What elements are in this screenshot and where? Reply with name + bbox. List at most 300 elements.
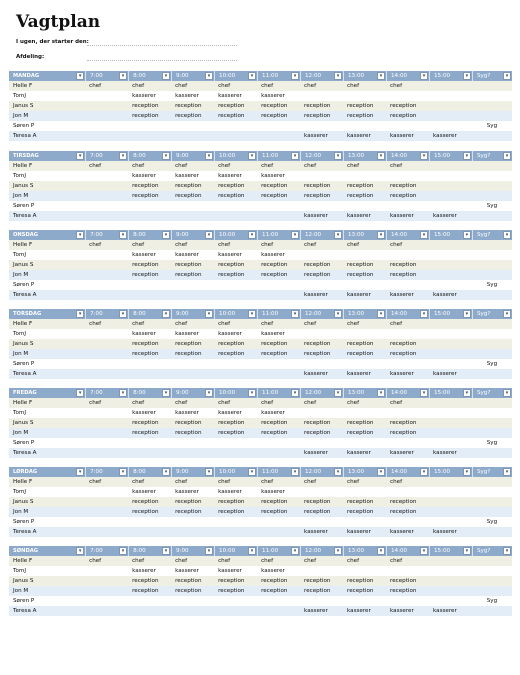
- shift-cell[interactable]: [85, 596, 128, 606]
- shift-cell[interactable]: [85, 359, 128, 369]
- time-column-header[interactable]: [429, 467, 472, 477]
- employee-name-cell[interactable]: Jon M: [13, 272, 29, 278]
- shift-cell[interactable]: chef: [132, 558, 145, 564]
- syg-column-header[interactable]: [472, 546, 512, 556]
- shift-cell[interactable]: chef: [175, 479, 188, 485]
- shift-cell[interactable]: kasserer: [218, 410, 242, 416]
- shift-cell[interactable]: kasserer: [304, 292, 328, 298]
- sick-cell[interactable]: [472, 191, 512, 201]
- filter-dropdown-icon[interactable]: ▾: [420, 231, 428, 239]
- shift-cell[interactable]: [343, 596, 386, 606]
- shift-cell[interactable]: [429, 507, 472, 517]
- shift-cell[interactable]: kasserer: [261, 410, 285, 416]
- shift-cell[interactable]: [429, 260, 472, 270]
- shift-cell[interactable]: kasserer: [433, 529, 457, 535]
- day-header[interactable]: [9, 388, 85, 398]
- time-column-header[interactable]: [214, 151, 257, 161]
- filter-dropdown-icon[interactable]: ▾: [334, 547, 342, 555]
- shift-cell[interactable]: [429, 111, 472, 121]
- filter-dropdown-icon[interactable]: ▾: [463, 72, 471, 80]
- employee-name-cell[interactable]: Helle F: [13, 479, 33, 485]
- time-column-header[interactable]: [214, 467, 257, 477]
- employee-name-cell[interactable]: Jon M: [13, 113, 29, 119]
- shift-cell[interactable]: kasserer: [304, 371, 328, 377]
- shift-cell[interactable]: [85, 201, 128, 211]
- time-column-header[interactable]: [300, 151, 343, 161]
- time-column-header[interactable]: [128, 467, 171, 477]
- shift-cell[interactable]: reception: [390, 103, 417, 109]
- shift-cell[interactable]: [214, 517, 257, 527]
- shift-cell[interactable]: reception: [175, 509, 202, 515]
- shift-cell[interactable]: chef: [89, 163, 102, 169]
- time-column-header[interactable]: [171, 546, 214, 556]
- shift-cell[interactable]: [429, 280, 472, 290]
- shift-cell[interactable]: reception: [390, 588, 417, 594]
- shift-cell[interactable]: reception: [304, 341, 331, 347]
- shift-cell[interactable]: [85, 369, 128, 379]
- shift-cell[interactable]: chef: [347, 400, 360, 406]
- shift-cell[interactable]: [429, 477, 472, 487]
- filter-dropdown-icon[interactable]: ▾: [334, 152, 342, 160]
- time-column-header[interactable]: [300, 230, 343, 240]
- shift-cell[interactable]: chef: [390, 83, 403, 89]
- filter-dropdown-icon[interactable]: ▾: [377, 231, 385, 239]
- sick-cell[interactable]: [472, 448, 512, 458]
- employee-name-cell[interactable]: Jon M: [13, 509, 29, 515]
- shift-cell[interactable]: chef: [132, 163, 145, 169]
- shift-cell[interactable]: kasserer: [390, 213, 414, 219]
- shift-cell[interactable]: reception: [304, 113, 331, 119]
- shift-cell[interactable]: reception: [261, 578, 288, 584]
- shift-cell[interactable]: chef: [218, 479, 231, 485]
- filter-dropdown-icon[interactable]: ▾: [420, 389, 428, 397]
- shift-cell[interactable]: [257, 290, 300, 300]
- shift-cell[interactable]: kasserer: [132, 410, 156, 416]
- shift-cell[interactable]: reception: [218, 272, 245, 278]
- shift-cell[interactable]: reception: [132, 420, 159, 426]
- shift-cell[interactable]: [128, 438, 171, 448]
- shift-cell[interactable]: [85, 566, 128, 576]
- employee-name-cell[interactable]: Teresa A: [13, 450, 37, 456]
- shift-cell[interactable]: [386, 329, 429, 339]
- shift-cell[interactable]: [214, 527, 257, 537]
- shift-cell[interactable]: kasserer: [132, 252, 156, 258]
- shift-cell[interactable]: [300, 408, 343, 418]
- filter-dropdown-icon[interactable]: ▾: [205, 468, 213, 476]
- shift-cell[interactable]: reception: [347, 351, 374, 357]
- shift-cell[interactable]: [386, 517, 429, 527]
- time-column-header[interactable]: [257, 151, 300, 161]
- shift-cell[interactable]: reception: [390, 272, 417, 278]
- shift-cell[interactable]: [429, 566, 472, 576]
- filter-dropdown-icon[interactable]: ▾: [334, 389, 342, 397]
- syg-column-header[interactable]: [472, 151, 512, 161]
- shift-cell[interactable]: [171, 606, 214, 616]
- shift-cell[interactable]: [429, 359, 472, 369]
- shift-cell[interactable]: kasserer: [175, 93, 199, 99]
- time-column-header[interactable]: [257, 230, 300, 240]
- shift-cell[interactable]: [257, 606, 300, 616]
- time-column-header[interactable]: [386, 230, 429, 240]
- shift-cell[interactable]: [171, 201, 214, 211]
- shift-cell[interactable]: reception: [304, 499, 331, 505]
- time-column-header[interactable]: [429, 309, 472, 319]
- shift-cell[interactable]: reception: [218, 430, 245, 436]
- shift-cell[interactable]: [128, 527, 171, 537]
- shift-cell[interactable]: [85, 280, 128, 290]
- time-column-header[interactable]: [429, 230, 472, 240]
- time-column-header[interactable]: [171, 467, 214, 477]
- filter-dropdown-icon[interactable]: ▾: [119, 547, 127, 555]
- shift-cell[interactable]: chef: [390, 321, 403, 327]
- filter-dropdown-icon[interactable]: ▾: [205, 310, 213, 318]
- shift-cell[interactable]: kasserer: [347, 608, 371, 614]
- shift-cell[interactable]: reception: [347, 193, 374, 199]
- shift-cell[interactable]: kasserer: [175, 331, 199, 337]
- shift-cell[interactable]: kasserer: [347, 529, 371, 535]
- shift-cell[interactable]: chef: [89, 400, 102, 406]
- shift-cell[interactable]: reception: [132, 499, 159, 505]
- filter-dropdown-icon[interactable]: ▾: [76, 231, 84, 239]
- filter-dropdown-icon[interactable]: ▾: [162, 389, 170, 397]
- shift-cell[interactable]: reception: [218, 499, 245, 505]
- shift-cell[interactable]: reception: [304, 262, 331, 268]
- employee-name-cell[interactable]: Søren P: [13, 519, 35, 525]
- filter-dropdown-icon[interactable]: ▾: [291, 389, 299, 397]
- shift-cell[interactable]: chef: [347, 558, 360, 564]
- shift-cell[interactable]: [429, 438, 472, 448]
- shift-cell[interactable]: chef: [89, 242, 102, 248]
- sick-cell[interactable]: [472, 487, 512, 497]
- filter-dropdown-icon[interactable]: ▾: [503, 72, 511, 80]
- shift-cell[interactable]: kasserer: [218, 489, 242, 495]
- shift-cell[interactable]: [429, 398, 472, 408]
- time-column-header[interactable]: [429, 388, 472, 398]
- sick-cell[interactable]: [472, 161, 512, 171]
- shift-cell[interactable]: [214, 606, 257, 616]
- shift-cell[interactable]: chef: [132, 242, 145, 248]
- employee-name-cell[interactable]: Søren P: [13, 203, 35, 209]
- shift-cell[interactable]: [386, 121, 429, 131]
- shift-cell[interactable]: [128, 596, 171, 606]
- filter-dropdown-icon[interactable]: ▾: [119, 152, 127, 160]
- sick-cell[interactable]: [472, 507, 512, 517]
- shift-cell[interactable]: kasserer: [347, 450, 371, 456]
- week-start-field[interactable]: [87, 45, 237, 46]
- filter-dropdown-icon[interactable]: ▾: [291, 310, 299, 318]
- sick-cell[interactable]: [472, 566, 512, 576]
- shift-cell[interactable]: reception: [218, 193, 245, 199]
- shift-cell[interactable]: [257, 517, 300, 527]
- shift-cell[interactable]: [343, 566, 386, 576]
- shift-cell[interactable]: reception: [175, 103, 202, 109]
- filter-dropdown-icon[interactable]: ▾: [503, 152, 511, 160]
- sick-cell[interactable]: [472, 171, 512, 181]
- employee-name-cell[interactable]: TomJ: [13, 252, 26, 258]
- shift-cell[interactable]: [343, 121, 386, 131]
- shift-cell[interactable]: [386, 201, 429, 211]
- shift-cell[interactable]: [85, 438, 128, 448]
- employee-name-cell[interactable]: TomJ: [13, 568, 26, 574]
- time-column-header[interactable]: [128, 230, 171, 240]
- shift-cell[interactable]: chef: [261, 83, 274, 89]
- shift-cell[interactable]: reception: [390, 420, 417, 426]
- filter-dropdown-icon[interactable]: ▾: [162, 310, 170, 318]
- syg-column-header[interactable]: [472, 467, 512, 477]
- shift-cell[interactable]: reception: [390, 509, 417, 515]
- shift-cell[interactable]: chef: [304, 242, 317, 248]
- shift-cell[interactable]: [343, 91, 386, 101]
- shift-cell[interactable]: [429, 586, 472, 596]
- shift-cell[interactable]: reception: [218, 341, 245, 347]
- time-column-header[interactable]: [128, 151, 171, 161]
- employee-name-cell[interactable]: Helle F: [13, 242, 33, 248]
- shift-cell[interactable]: [429, 161, 472, 171]
- shift-cell[interactable]: kasserer: [433, 371, 457, 377]
- filter-dropdown-icon[interactable]: ▾: [334, 468, 342, 476]
- time-column-header[interactable]: [85, 151, 128, 161]
- sick-cell[interactable]: [472, 131, 512, 141]
- shift-cell[interactable]: reception: [347, 430, 374, 436]
- filter-dropdown-icon[interactable]: ▾: [76, 310, 84, 318]
- shift-cell[interactable]: reception: [175, 578, 202, 584]
- time-column-header[interactable]: [214, 309, 257, 319]
- shift-cell[interactable]: [171, 280, 214, 290]
- shift-cell[interactable]: reception: [175, 351, 202, 357]
- shift-cell[interactable]: reception: [390, 341, 417, 347]
- filter-dropdown-icon[interactable]: ▾: [162, 72, 170, 80]
- filter-dropdown-icon[interactable]: ▾: [248, 152, 256, 160]
- shift-cell[interactable]: kasserer: [261, 173, 285, 179]
- shift-cell[interactable]: kasserer: [218, 93, 242, 99]
- shift-cell[interactable]: kasserer: [433, 450, 457, 456]
- sick-cell[interactable]: [472, 81, 512, 91]
- shift-cell[interactable]: kasserer: [175, 489, 199, 495]
- employee-name-cell[interactable]: Søren P: [13, 123, 35, 129]
- shift-cell[interactable]: kasserer: [218, 568, 242, 574]
- shift-cell[interactable]: [171, 131, 214, 141]
- shift-cell[interactable]: [85, 329, 128, 339]
- shift-cell[interactable]: kasserer: [304, 529, 328, 535]
- employee-name-cell[interactable]: Søren P: [13, 282, 35, 288]
- shift-cell[interactable]: kasserer: [218, 173, 242, 179]
- shift-cell[interactable]: [300, 596, 343, 606]
- employee-name-cell[interactable]: Jon M: [13, 588, 29, 594]
- shift-cell[interactable]: kasserer: [347, 213, 371, 219]
- filter-dropdown-icon[interactable]: ▾: [291, 547, 299, 555]
- employee-name-cell[interactable]: Teresa A: [13, 213, 37, 219]
- shift-cell[interactable]: reception: [261, 272, 288, 278]
- shift-cell[interactable]: [85, 606, 128, 616]
- shift-cell[interactable]: kasserer: [132, 173, 156, 179]
- time-column-header[interactable]: [171, 309, 214, 319]
- shift-cell[interactable]: chef: [175, 321, 188, 327]
- sick-cell[interactable]: [472, 408, 512, 418]
- shift-cell[interactable]: [85, 290, 128, 300]
- shift-cell[interactable]: chef: [261, 479, 274, 485]
- filter-dropdown-icon[interactable]: ▾: [205, 72, 213, 80]
- shift-cell[interactable]: [214, 290, 257, 300]
- shift-cell[interactable]: chef: [261, 163, 274, 169]
- employee-name-cell[interactable]: Janus S: [13, 578, 34, 584]
- shift-cell[interactable]: [386, 250, 429, 260]
- filter-dropdown-icon[interactable]: ▾: [463, 547, 471, 555]
- shift-cell[interactable]: kasserer: [132, 93, 156, 99]
- shift-cell[interactable]: [257, 131, 300, 141]
- shift-cell[interactable]: reception: [347, 262, 374, 268]
- shift-cell[interactable]: chef: [347, 163, 360, 169]
- filter-dropdown-icon[interactable]: ▾: [119, 310, 127, 318]
- sick-cell[interactable]: [472, 556, 512, 566]
- time-column-header[interactable]: [343, 467, 386, 477]
- employee-name-cell[interactable]: Jon M: [13, 430, 29, 436]
- filter-dropdown-icon[interactable]: ▾: [377, 310, 385, 318]
- shift-cell[interactable]: [171, 121, 214, 131]
- sick-cell[interactable]: [472, 329, 512, 339]
- shift-cell[interactable]: [214, 448, 257, 458]
- time-column-header[interactable]: [85, 546, 128, 556]
- employee-name-cell[interactable]: Helle F: [13, 558, 33, 564]
- shift-cell[interactable]: reception: [304, 509, 331, 515]
- time-column-header[interactable]: [343, 151, 386, 161]
- shift-cell[interactable]: [386, 438, 429, 448]
- filter-dropdown-icon[interactable]: ▾: [76, 152, 84, 160]
- shift-cell[interactable]: reception: [304, 103, 331, 109]
- shift-cell[interactable]: kasserer: [433, 213, 457, 219]
- shift-cell[interactable]: [214, 359, 257, 369]
- time-column-header[interactable]: [85, 388, 128, 398]
- shift-cell[interactable]: kasserer: [390, 529, 414, 535]
- sick-cell[interactable]: [472, 418, 512, 428]
- shift-cell[interactable]: [85, 507, 128, 517]
- employee-name-cell[interactable]: TomJ: [13, 489, 26, 495]
- shift-cell[interactable]: reception: [304, 420, 331, 426]
- shift-cell[interactable]: reception: [175, 588, 202, 594]
- sick-cell[interactable]: [472, 369, 512, 379]
- shift-cell[interactable]: reception: [304, 183, 331, 189]
- shift-cell[interactable]: reception: [175, 272, 202, 278]
- shift-cell[interactable]: kasserer: [347, 292, 371, 298]
- employee-name-cell[interactable]: Søren P: [13, 440, 35, 446]
- shift-cell[interactable]: [85, 121, 128, 131]
- shift-cell[interactable]: reception: [261, 262, 288, 268]
- employee-name-cell[interactable]: TomJ: [13, 93, 26, 99]
- shift-cell[interactable]: reception: [390, 578, 417, 584]
- time-column-header[interactable]: [128, 309, 171, 319]
- shift-cell[interactable]: [429, 497, 472, 507]
- employee-name-cell[interactable]: TomJ: [13, 410, 26, 416]
- shift-cell[interactable]: kasserer: [433, 292, 457, 298]
- employee-name-cell[interactable]: Søren P: [13, 361, 35, 367]
- sick-cell[interactable]: Syg: [486, 123, 498, 129]
- shift-cell[interactable]: chef: [390, 479, 403, 485]
- filter-dropdown-icon[interactable]: ▾: [119, 389, 127, 397]
- shift-cell[interactable]: reception: [390, 499, 417, 505]
- shift-cell[interactable]: chef: [132, 479, 145, 485]
- shift-cell[interactable]: reception: [218, 588, 245, 594]
- shift-cell[interactable]: chef: [304, 479, 317, 485]
- shift-cell[interactable]: [257, 448, 300, 458]
- shift-cell[interactable]: [343, 517, 386, 527]
- shift-cell[interactable]: [300, 329, 343, 339]
- time-column-header[interactable]: [214, 388, 257, 398]
- time-column-header[interactable]: [214, 71, 257, 81]
- time-column-header[interactable]: [85, 230, 128, 240]
- shift-cell[interactable]: [128, 131, 171, 141]
- shift-cell[interactable]: chef: [347, 479, 360, 485]
- employee-name-cell[interactable]: Helle F: [13, 400, 33, 406]
- shift-cell[interactable]: chef: [175, 558, 188, 564]
- shift-cell[interactable]: [300, 91, 343, 101]
- time-column-header[interactable]: [85, 467, 128, 477]
- filter-dropdown-icon[interactable]: ▾: [162, 152, 170, 160]
- shift-cell[interactable]: [257, 527, 300, 537]
- sick-cell[interactable]: [472, 270, 512, 280]
- shift-cell[interactable]: reception: [390, 262, 417, 268]
- shift-cell[interactable]: chef: [218, 242, 231, 248]
- sick-cell[interactable]: [472, 250, 512, 260]
- shift-cell[interactable]: kasserer: [175, 252, 199, 258]
- shift-cell[interactable]: [343, 408, 386, 418]
- shift-cell[interactable]: chef: [218, 83, 231, 89]
- shift-cell[interactable]: reception: [261, 113, 288, 119]
- shift-cell[interactable]: [429, 576, 472, 586]
- filter-dropdown-icon[interactable]: ▾: [377, 389, 385, 397]
- shift-cell[interactable]: [85, 211, 128, 221]
- filter-dropdown-icon[interactable]: ▾: [248, 389, 256, 397]
- filter-dropdown-icon[interactable]: ▾: [76, 72, 84, 80]
- shift-cell[interactable]: [128, 369, 171, 379]
- shift-cell[interactable]: [429, 339, 472, 349]
- day-header[interactable]: [9, 230, 85, 240]
- filter-dropdown-icon[interactable]: ▾: [248, 72, 256, 80]
- filter-dropdown-icon[interactable]: ▾: [334, 72, 342, 80]
- shift-cell[interactable]: [85, 131, 128, 141]
- filter-dropdown-icon[interactable]: ▾: [162, 547, 170, 555]
- shift-cell[interactable]: reception: [218, 351, 245, 357]
- time-column-header[interactable]: [343, 230, 386, 240]
- shift-cell[interactable]: [429, 81, 472, 91]
- shift-cell[interactable]: kasserer: [304, 608, 328, 614]
- filter-dropdown-icon[interactable]: ▾: [503, 231, 511, 239]
- shift-cell[interactable]: [429, 517, 472, 527]
- filter-dropdown-icon[interactable]: ▾: [420, 310, 428, 318]
- shift-cell[interactable]: [128, 448, 171, 458]
- shift-cell[interactable]: chef: [347, 242, 360, 248]
- shift-cell[interactable]: kasserer: [175, 568, 199, 574]
- shift-cell[interactable]: [386, 487, 429, 497]
- shift-cell[interactable]: [257, 596, 300, 606]
- shift-cell[interactable]: [128, 517, 171, 527]
- shift-cell[interactable]: kasserer: [261, 489, 285, 495]
- shift-cell[interactable]: [85, 487, 128, 497]
- shift-cell[interactable]: [257, 201, 300, 211]
- time-column-header[interactable]: [343, 546, 386, 556]
- employee-name-cell[interactable]: Helle F: [13, 163, 33, 169]
- day-header[interactable]: [9, 71, 85, 81]
- shift-cell[interactable]: kasserer: [347, 371, 371, 377]
- shift-cell[interactable]: kasserer: [261, 331, 285, 337]
- shift-cell[interactable]: reception: [347, 272, 374, 278]
- sick-cell[interactable]: Syg: [486, 361, 498, 367]
- filter-dropdown-icon[interactable]: ▾: [119, 72, 127, 80]
- time-column-header[interactable]: [386, 388, 429, 398]
- shift-cell[interactable]: reception: [175, 262, 202, 268]
- shift-cell[interactable]: reception: [132, 113, 159, 119]
- shift-cell[interactable]: [429, 487, 472, 497]
- filter-dropdown-icon[interactable]: ▾: [463, 468, 471, 476]
- shift-cell[interactable]: [429, 319, 472, 329]
